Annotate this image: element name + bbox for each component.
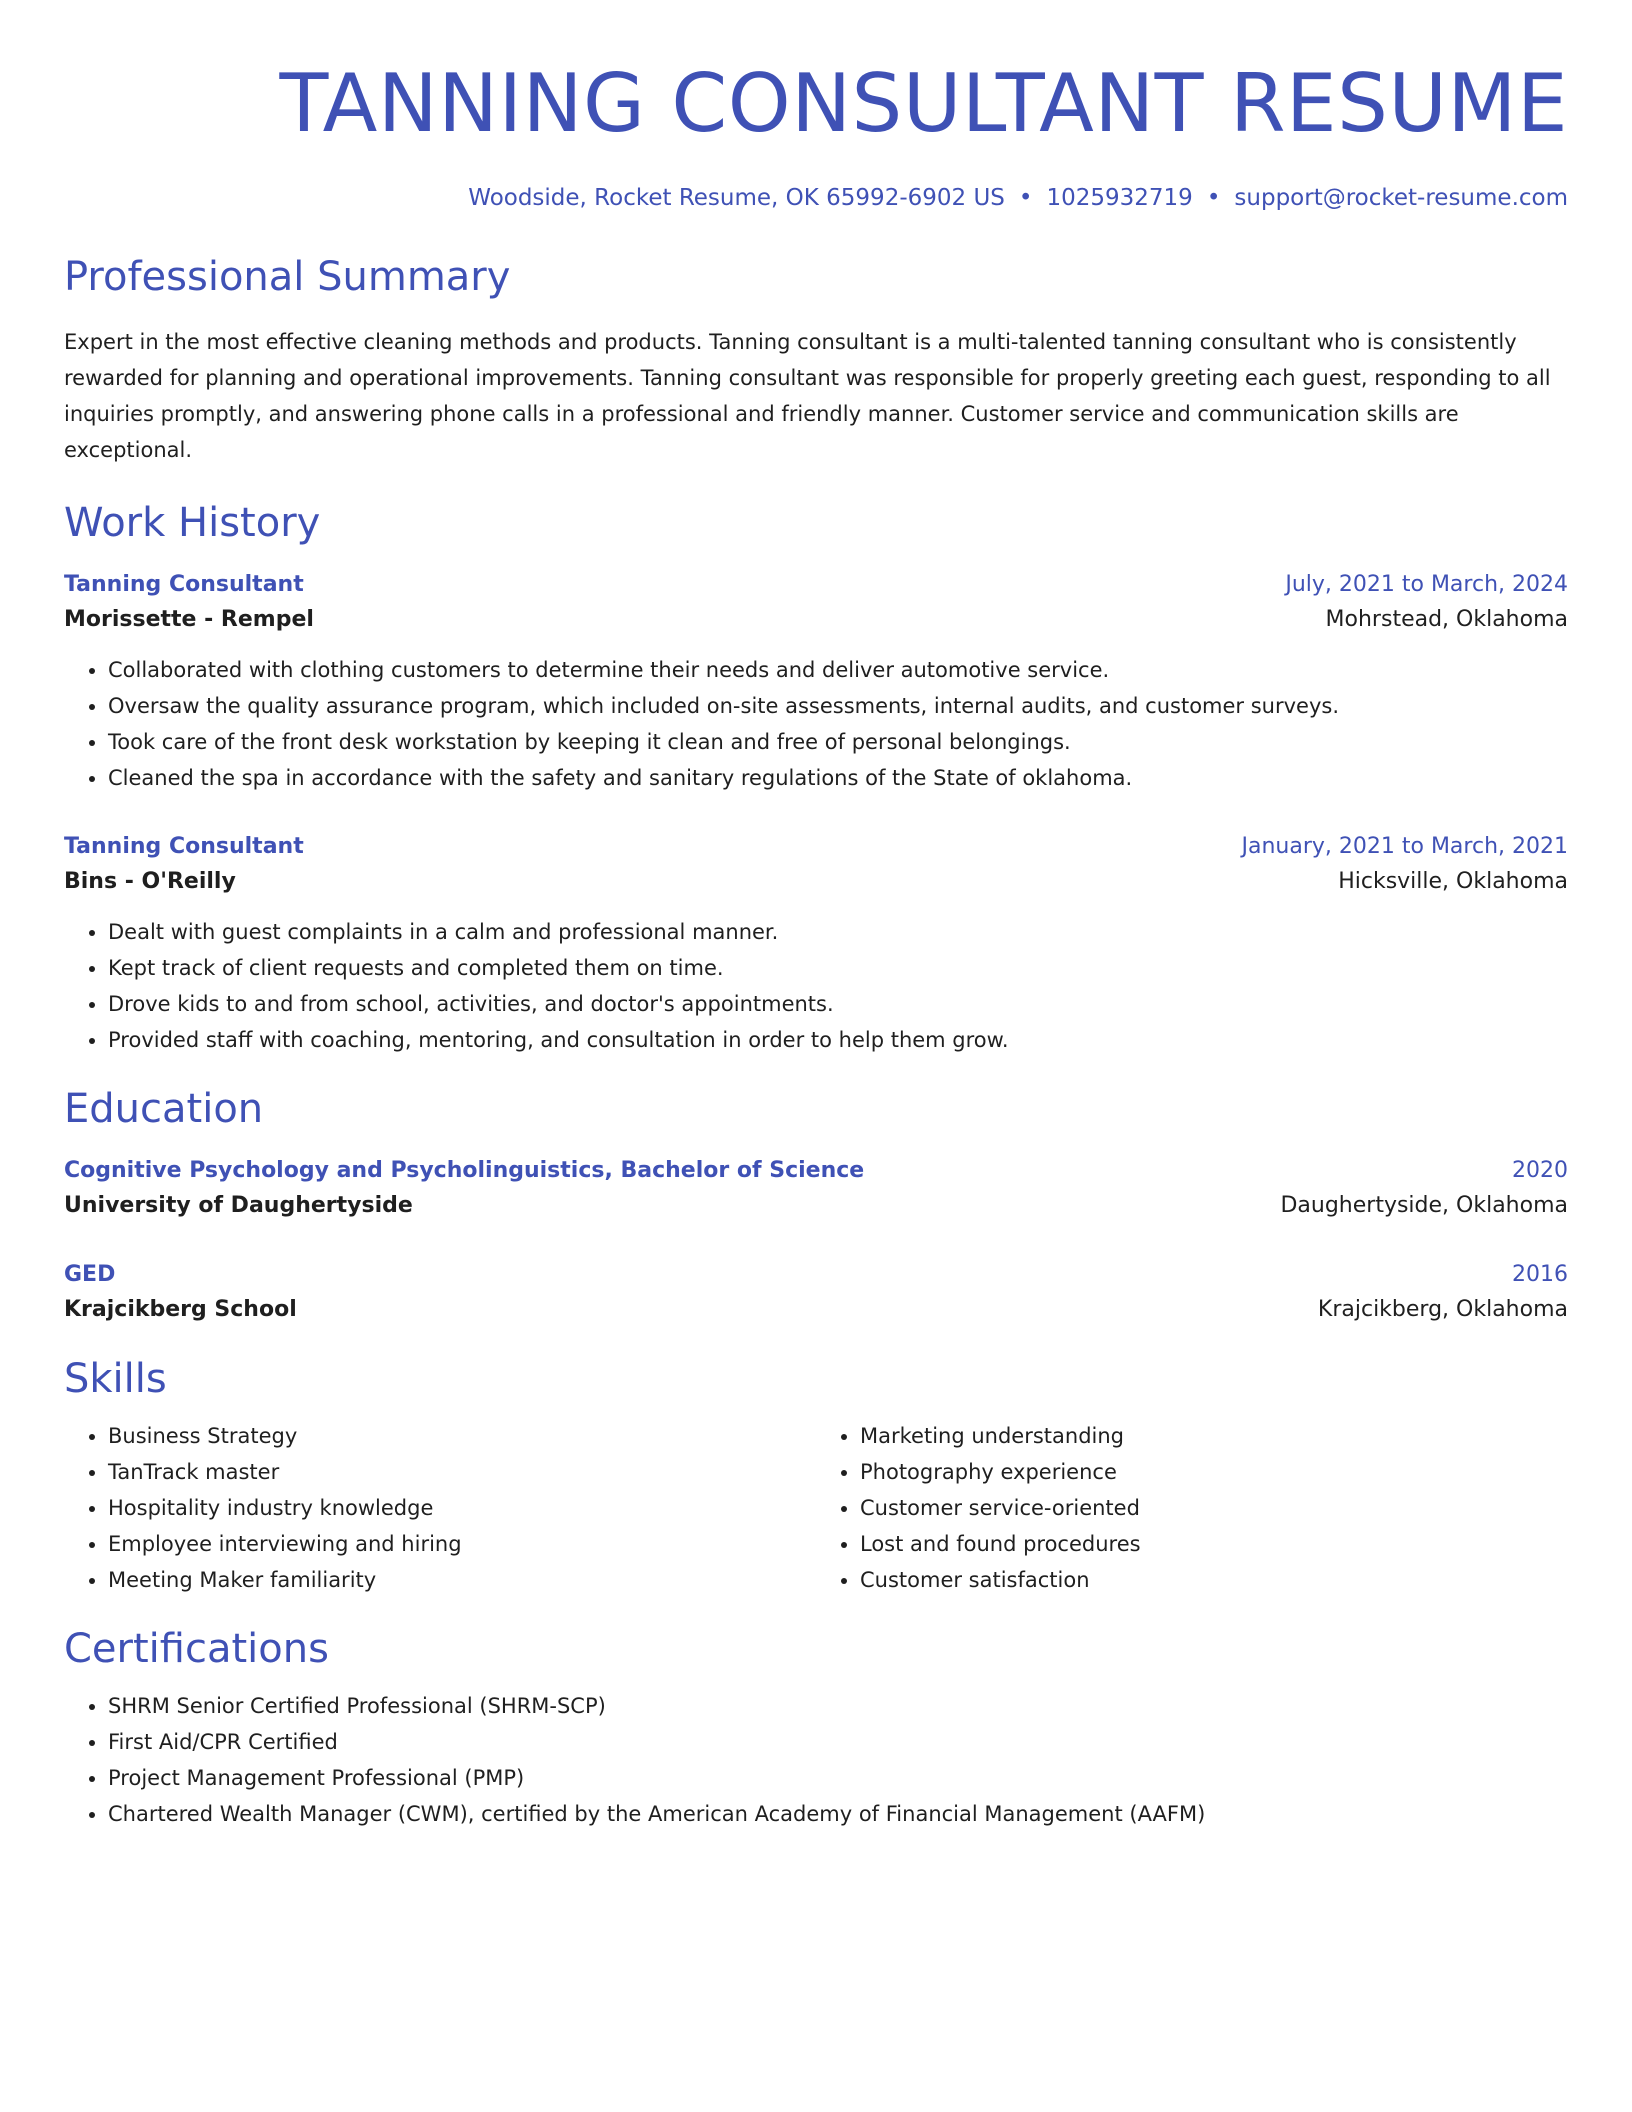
education-year: 2020 [1512, 1158, 1568, 1183]
job-bullet: • Kept track of client requests and completed them on time. [108, 950, 1568, 986]
job-bullets [64, 652, 1568, 796]
education-school-row [64, 1188, 1568, 1224]
skill-item: • Customer service-oriented [860, 1490, 1568, 1526]
skill-item: • Business Strategy [108, 1418, 816, 1454]
skills-column-right [816, 1418, 1568, 1598]
job-bullet: • Took care of the front desk workstation by keeping it clean and free of personal belongings. [108, 724, 1568, 760]
job-bullet: • Provided staff with coaching, mentoring, and consultation in order to help them grow. [108, 1022, 1568, 1058]
education-school: Krajcikberg School [64, 1297, 297, 1322]
job-title: Tanning Consultant [64, 572, 304, 597]
job-bullets [64, 914, 1568, 1058]
job-location: Hicksville, Oklahoma [1338, 869, 1568, 894]
education-degree-row [64, 1154, 1568, 1188]
education-degree: GED [64, 1262, 116, 1287]
contact-separator: • [1018, 185, 1033, 211]
education-location: Daughertyside, Oklahoma [1280, 1193, 1568, 1218]
education-degree: Cognitive Psychology and Psycholinguistics, Bachelor of Science [64, 1158, 865, 1183]
skills-column-left [64, 1418, 816, 1598]
work-history-heading: Work History [64, 500, 321, 546]
job-bullet: • Collaborated with clothing customers to determine their needs and deliver automotive service. [108, 652, 1568, 688]
skill-item: • Marketing understanding [860, 1418, 1568, 1454]
skill-item: • Lost and found procedures [860, 1526, 1568, 1562]
contact-email: support@rocket-resume.com [1234, 185, 1568, 211]
skill-item: • Customer satisfaction [860, 1562, 1568, 1598]
job-dates: July, 2021 to March, 2024 [1285, 572, 1568, 597]
summary-text: Expert in the most effective cleaning methods and products. Tanning consultant is a multi-talented tanning consultant who is consistently rewarded for planning and operational improvements. Tanning consultant was responsible for properly greeting each guest, responding to all inquiries promptly, and answering phone calls in a professional and friendly manner. Customer service and communication skills are exceptional. [64, 330, 1551, 462]
skill-item: • Hospitality industry knowledge [108, 1490, 816, 1526]
job-title-row [64, 830, 1568, 864]
skill-item: • TanTrack master [108, 1454, 816, 1490]
job-company-row [64, 602, 1568, 638]
job-location: Mohrstead, Oklahoma [1325, 607, 1568, 632]
contact-line [64, 182, 1568, 214]
skills-grid [64, 1418, 1568, 1598]
job-title-row [64, 568, 1568, 602]
education-entry [64, 1154, 1568, 1224]
education-entry [64, 1258, 1568, 1328]
education-school: University of Daughertyside [64, 1193, 413, 1218]
education-heading: Education [64, 1086, 264, 1132]
certification-item: • First Aid/CPR Certified [108, 1724, 1568, 1760]
education-year: 2016 [1512, 1262, 1568, 1287]
skills-heading: Skills [64, 1356, 167, 1402]
certification-item: • Project Management Professional (PMP) [108, 1760, 1568, 1796]
certifications-list [64, 1688, 1568, 1832]
skill-item: • Employee interviewing and hiring [108, 1526, 816, 1562]
certification-item: • SHRM Senior Certified Professional (SHRM-SCP) [108, 1688, 1568, 1724]
certifications-heading: Certifications [64, 1626, 329, 1672]
skill-item: • Meeting Maker familiarity [108, 1562, 816, 1598]
job-company-row [64, 864, 1568, 900]
certification-item: • Chartered Wealth Manager (CWM), certified by the American Academy of Financial Management (AAFM) [108, 1796, 1568, 1832]
job-entry [64, 568, 1568, 796]
contact-separator: • [1206, 185, 1221, 211]
job-company: Bins - O'Reilly [64, 869, 236, 894]
education-location: Krajcikberg, Oklahoma [1317, 1297, 1568, 1322]
resume-header [64, 56, 1568, 214]
education-school-row [64, 1292, 1568, 1328]
job-entry [64, 830, 1568, 1058]
contact-address: Woodside, Rocket Resume, OK 65992-6902 US [468, 185, 1005, 211]
resume-name: TANNING CONSULTANT RESUME [279, 57, 1568, 150]
job-bullet: • Oversaw the quality assurance program, which included on-site assessments, internal audits, and customer surveys. [108, 688, 1568, 724]
job-company: Morissette - Rempel [64, 607, 314, 632]
summary-heading: Professional Summary [64, 254, 511, 300]
job-dates: January, 2021 to March, 2021 [1241, 834, 1568, 859]
job-title: Tanning Consultant [64, 834, 304, 859]
job-bullet: • Drove kids to and from school, activities, and doctor's appointments. [108, 986, 1568, 1022]
job-bullet: • Cleaned the spa in accordance with the safety and sanitary regulations of the State of oklahoma. [108, 760, 1568, 796]
education-degree-row [64, 1258, 1568, 1292]
skill-item: • Photography experience [860, 1454, 1568, 1490]
job-bullet: • Dealt with guest complaints in a calm and professional manner. [108, 914, 1568, 950]
contact-phone: 1025932719 [1046, 185, 1193, 211]
